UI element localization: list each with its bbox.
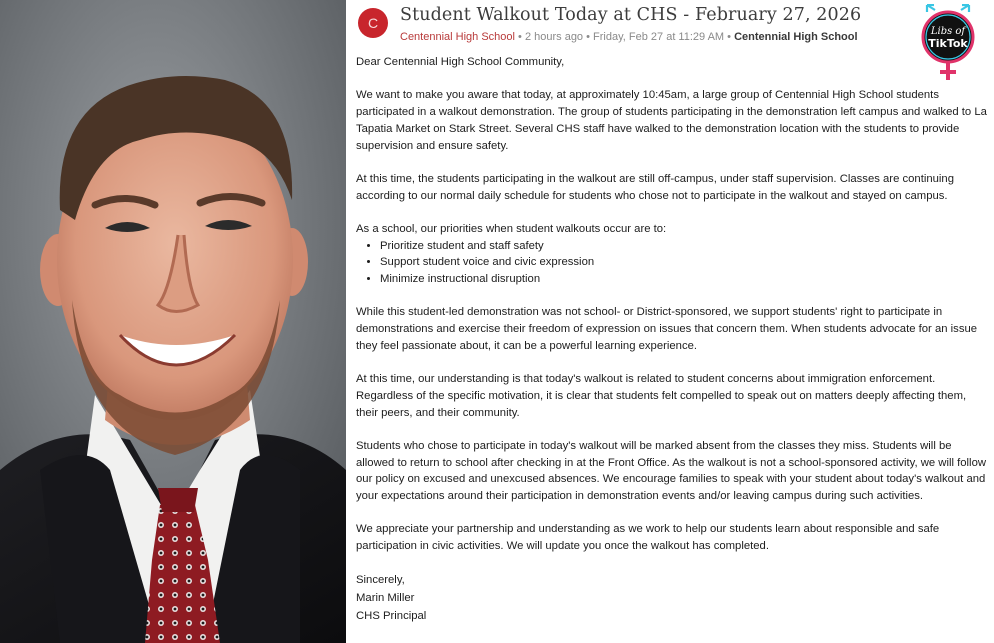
paragraph-3: As a school, our priorities when student walkouts occur are to: [356, 222, 667, 235]
meta-location: Centennial High School [734, 31, 858, 43]
post-body [356, 54, 990, 625]
school-avatar[interactable]: C [358, 8, 388, 38]
male-arrow-left-icon [927, 5, 935, 12]
male-arrow-right-icon [961, 5, 969, 12]
signature-block [356, 571, 990, 625]
meta-time-ago: 2 hours ago [524, 31, 584, 43]
post-title: Student Walkout Today at CHS - February 27, 2026 [400, 5, 862, 25]
priorities-list [356, 238, 990, 288]
list-item: • Minimize instructional disruption [380, 271, 990, 288]
meta-separator: • [518, 31, 522, 43]
portrait-photo [0, 0, 346, 643]
paragraph-7: We appreciate your partnership and understanding as we work to help our students learn about responsible and safe participation in civic activities. We will update you once the walkout has completed. [356, 523, 940, 553]
portrait-illustration [0, 0, 346, 643]
announcement-post [346, 0, 994, 643]
meta-separator: • [727, 31, 732, 43]
paragraph-1: We want to make you aware that today, at approximately 10:45am, a large group of Centennial High School students participated in a walkout demonstration. The group of students participating in the demonstration left campus and walked to La Tapatia Market on Stark Street. Several CHS staff have walked to the demonstration location with the students to provide supervision and ensure safety. [356, 89, 987, 152]
signoff: Sincerely, [356, 574, 405, 587]
greeting: Dear Centennial High School Community, [356, 56, 565, 68]
meta-school-link[interactable]: Centennial High School [400, 31, 515, 43]
meta-separator: • [586, 31, 590, 43]
signer-name: Marin Miller [356, 592, 415, 605]
post-meta [400, 31, 858, 43]
logo-line2: TikTok [928, 37, 968, 50]
meta-date: Friday, Feb 27 at 11:29 AM [593, 31, 725, 43]
list-item: • Support student voice and civic expression [380, 254, 990, 271]
paragraph-5: At this time, our understanding is that today's walkout is related to student concerns about immigration enforcement. Regardless of the specific motivation, it is clear that students felt compelled to speak out on matters deeply affecting them, their peers, and their community. [356, 373, 967, 419]
paragraph-2: At this time, the students participating in the walkout are still off-campus, under staff supervision. Classes are continuing according to our normal daily schedule for students who chose not to participate in the walkout and stayed on campus. [356, 172, 954, 202]
list-item: • Prioritize student and staff safety [380, 238, 990, 255]
logo-line1: Libs of [930, 26, 966, 37]
signer-title: CHS Principal [356, 610, 427, 623]
paragraph-4: While this student-led demonstration was not school- or District-sponsored, we support students' right to participate in demonstrations and exercise their freedom of expression on issues that concern them. When students advocate for an issue they feel passionate about, it can be a powerful learning experience. [356, 306, 978, 352]
paragraph-6: Students who chose to participate in today's walkout will be marked absent from the classes they miss. Students will be allowed to return to school after checking in at the Front Office. As the walkout is not a school-sponsored activity, we will follow our policy on excused and unexcused absences. We encourage families to speak with your student about today's walkout and your expectations around their participation in demonstration events and/or leaving campus during such activities. [356, 439, 987, 503]
